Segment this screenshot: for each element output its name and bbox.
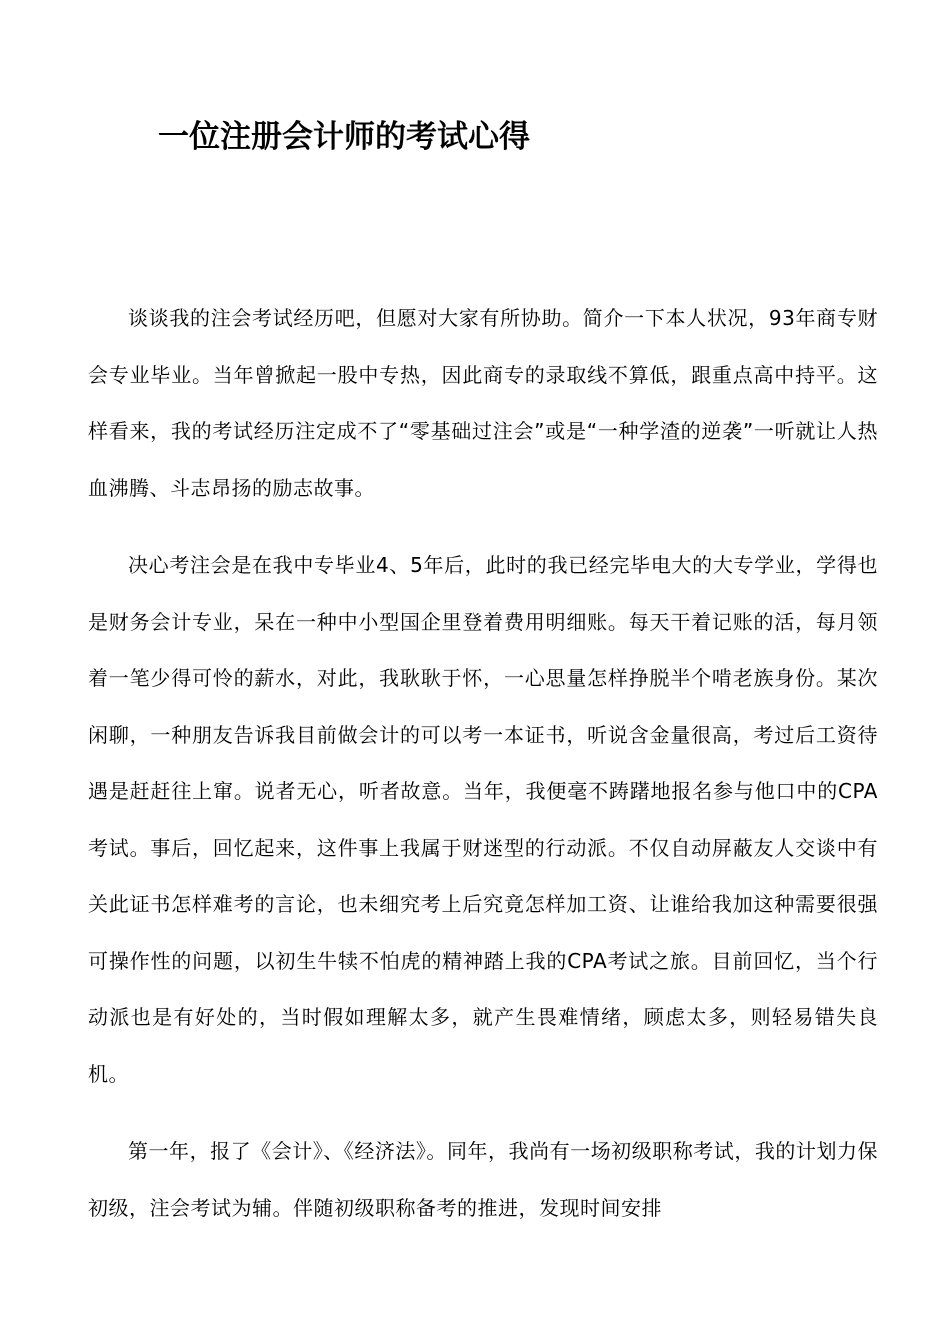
- paragraph: 第一年，报了《会计》、《经济法》。同年，我尚有一场初级职称考试，我的计划力保初级，注会考试为辅。伴随初级职称备考的推进，发现时间安排: [88, 1139, 878, 1220]
- paragraph: 决心考注会是在我中专毕业4、5年后，此时的我已经完毕电大的大专学业，学得也是财务会计专业，呆在一种中小型国企里登着费用明细账。每天干着记账的活，每月领着一笔少得可怜的薪水，对此，我耿耿于怀，一心思量怎样挣脱半个啃老族身份。某次闲聊，一种朋友告诉我目前做会计的可以考一本证书，听说含金量很高，考过后工资待遇是赶赶往上窜。说者无心，听者故意。当年，我便毫不踌躇地报名参与他口中的CPA考试。事后，回忆起来，这件事上我属于财迷型的行动派。不仅自动屏蔽友人交谈中有关此证书怎样难考的言论，也未细究考上后究竟怎样加工资、让谁给我加这种需要很强可操作性的问题，以初生牛犊不怕虎的精神踏上我的CPA考试之旅。目前回忆，当个行动派也是有好处的，当时假如理解太多，就产生畏难情绪，顾虑太多，则轻易错失良机。: [88, 553, 878, 1086]
- document-body: [88, 290, 878, 1257]
- paragraph: 谈谈我的注会考试经历吧，但愿对大家有所协助。简介一下本人状况，93年商专财会专业毕业。当年曾掀起一股中专热，因此商专的录取线不算低，跟重点高中持平。这样看来，我的考试经历注定成不了“零基础过注会”或是“一种学渣的逆袭”一听就让人热血沸腾、斗志昂扬的励志故事。: [88, 306, 878, 500]
- document-title: 一位注册会计师的考试心得: [158, 119, 530, 155]
